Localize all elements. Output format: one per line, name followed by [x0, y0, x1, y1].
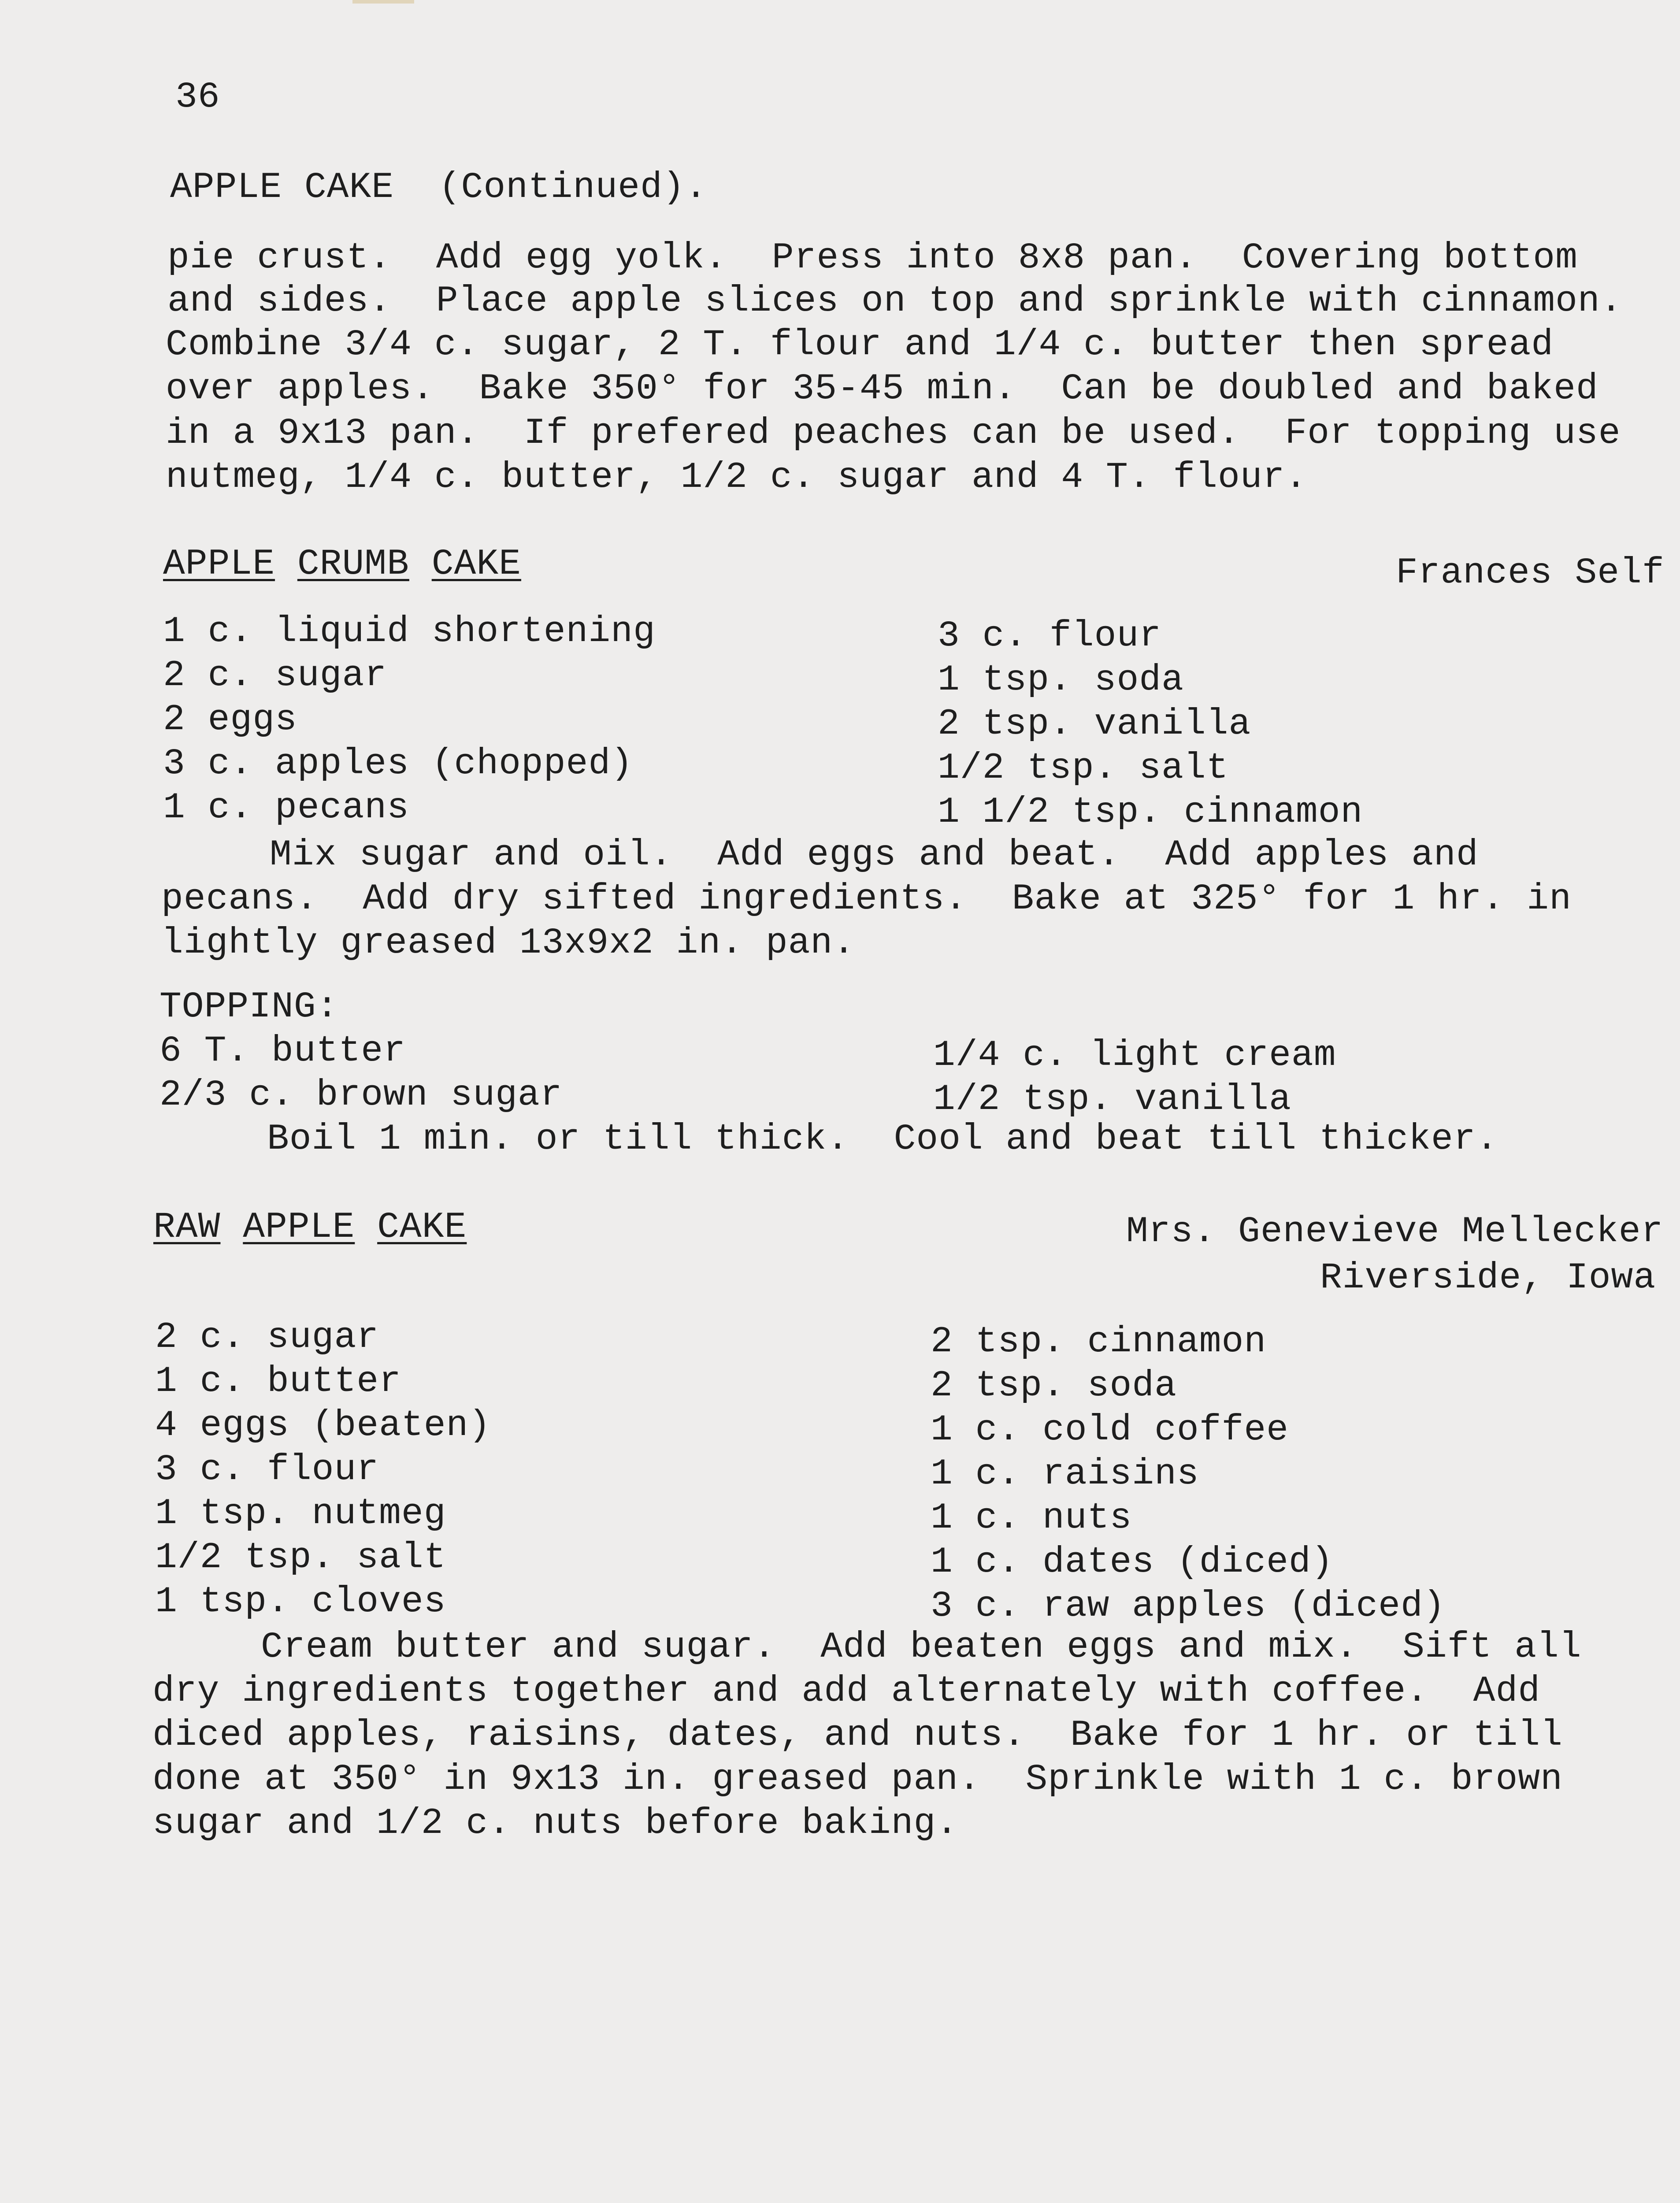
ingredient-item: 3 c. apples (chopped) [163, 743, 633, 784]
ingredient-item: 3 c. raw apples (diced) [931, 1585, 1446, 1627]
ingredient-item: 1 c. nuts [931, 1497, 1132, 1539]
recipe-title-apple-crumb-cake: APPLE CRUMB CAKE [163, 543, 521, 585]
apple-cake-line: nutmeg, 1/4 c. butter, 1/2 c. sugar and 4 T. flour. [166, 456, 1308, 498]
apple-cake-line: in a 9x13 pan. If prefered peaches can be used. For topping use [166, 412, 1621, 454]
directions-line: done at 350° in 9x13 in. greased pan. Sprinkle with 1 c. brown [152, 1758, 1563, 1800]
ingredient-item: 1/2 tsp. salt [938, 747, 1229, 789]
ingredient-item: 1 c. raisins [931, 1453, 1199, 1495]
apple-cake-line: pie crust. Add egg yolk. Press into 8x8 pan. Covering bottom [167, 237, 1578, 278]
apple-cake-line: Combine 3/4 c. sugar, 2 T. flour and 1/4 c. butter then spread [166, 324, 1554, 365]
ingredient-item: 2 c. sugar [163, 655, 387, 696]
topping-item: 2/3 c. brown sugar [159, 1074, 563, 1116]
ingredient-item: 1 tsp. nutmeg [155, 1493, 446, 1534]
topping-item: 6 T. butter [159, 1030, 406, 1072]
directions-line: diced apples, raisins, dates, and nuts. Bake for 1 hr. or till [152, 1714, 1563, 1756]
page-number: 36 [175, 76, 220, 118]
page-edge-stain [352, 0, 414, 4]
ingredient-item: 1/2 tsp. salt [155, 1537, 446, 1578]
recipe-title-raw-apple-cake: RAW APPLE CAKE [153, 1206, 467, 1248]
ingredient-item: 2 tsp. cinnamon [931, 1321, 1267, 1362]
apple-cake-continued-heading: APPLE CAKE (Continued). [170, 167, 708, 208]
directions-line: pecans. Add dry sifted ingredients. Bake at 325° for 1 hr. in [161, 878, 1572, 920]
ingredient-item: 3 c. flour [938, 615, 1162, 656]
contributor-name: Frances Self [1396, 552, 1665, 593]
ingredient-item: 1 c. liquid shortening [163, 611, 656, 652]
ingredient-item: 4 eggs (beaten) [155, 1405, 491, 1446]
ingredient-item: 1 c. dates (diced) [931, 1541, 1334, 1583]
apple-cake-line: and sides. Place apple slices on top and sprinkle with cinnamon. [167, 280, 1623, 322]
topping-item: 1/2 tsp. vanilla [933, 1079, 1291, 1120]
ingredient-item: 1 c. butter [155, 1361, 401, 1402]
ingredient-item: 1 tsp. cloves [155, 1581, 446, 1622]
ingredient-item: 2 tsp. soda [931, 1365, 1177, 1406]
topping-item: 1/4 c. light cream [933, 1035, 1336, 1076]
contributor-location: Riverside, Iowa [1320, 1257, 1656, 1298]
ingredient-item: 1 c. cold coffee [931, 1409, 1289, 1450]
directions-line: dry ingredients together and add alternately with coffee. Add [152, 1670, 1541, 1712]
apple-cake-line: over apples. Bake 350° for 35-45 min. Can be doubled and baked [166, 368, 1598, 409]
contributor-name: Mrs. Genevieve Mellecker [1126, 1211, 1664, 1252]
directions-line: sugar and 1/2 c. nuts before baking. [152, 1802, 959, 1844]
ingredient-item: 1 1/2 tsp. cinnamon [938, 791, 1363, 833]
directions-line: lightly greased 13x9x2 in. pan. [161, 922, 856, 964]
ingredient-item: 1 c. pecans [163, 787, 409, 828]
topping-label: TOPPING: [159, 986, 339, 1027]
ingredient-item: 2 c. sugar [155, 1317, 379, 1358]
ingredient-item: 2 eggs [163, 699, 297, 740]
directions-line: Cream butter and sugar. Add beaten eggs and mix. Sift all [261, 1626, 1582, 1668]
ingredient-item: 2 tsp. vanilla [938, 703, 1251, 745]
ingredient-item: 1 tsp. soda [938, 659, 1184, 701]
topping-directions: Boil 1 min. or till thick. Cool and beat till thicker. [267, 1118, 1498, 1160]
directions-line: Mix sugar and oil. Add eggs and beat. Add apples and [270, 834, 1479, 875]
ingredient-item: 3 c. flour [155, 1449, 379, 1490]
